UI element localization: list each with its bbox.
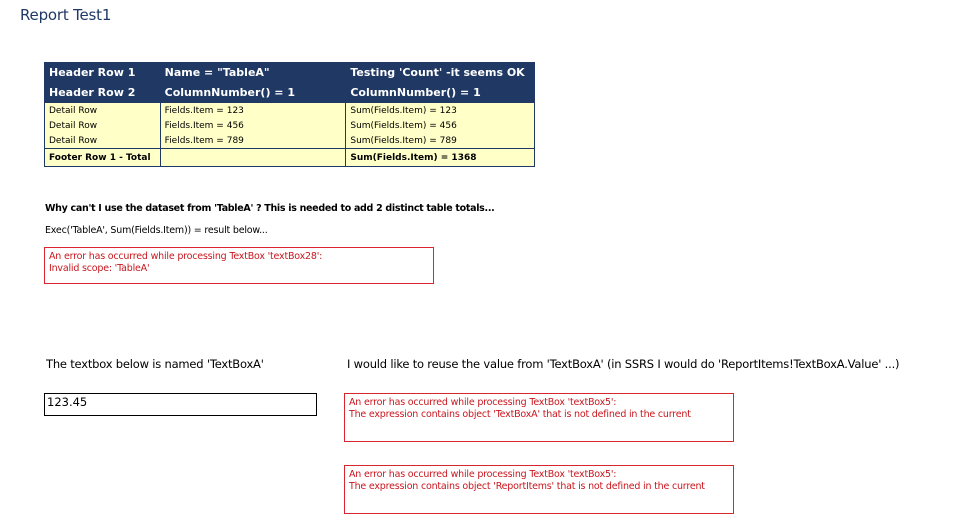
reuse-label: I would like to reuse the value from 'TextBoxA' (in SSRS I would do 'ReportItems!TextBoxA.Value' ...) xyxy=(347,357,900,371)
table-footer-row xyxy=(45,149,535,167)
table-row xyxy=(45,103,535,119)
table-row xyxy=(45,133,535,149)
table-header-row xyxy=(45,83,535,103)
table-header-cell: Header Row 1 xyxy=(45,63,161,83)
table-header-cell: Name = "TableA" xyxy=(160,63,346,83)
textbox-a: 123.45 xyxy=(44,393,317,416)
table-header-cell: Header Row 2 xyxy=(45,83,161,103)
table-footer-cell: Sum(Fields.Item) = 1368 xyxy=(346,149,535,167)
report-title: Report Test1 xyxy=(20,6,112,24)
table-cell: Sum(Fields.Item) = 456 xyxy=(346,118,535,133)
table-header-cell: ColumnNumber() = 1 xyxy=(160,83,346,103)
table-cell: Fields.Item = 123 xyxy=(160,103,346,119)
table-footer-cell xyxy=(160,149,346,167)
exec-expression-text: Exec('TableA', Sum(Fields.Item)) = result below... xyxy=(45,225,268,236)
table-header-row xyxy=(45,63,535,83)
table-cell: Detail Row xyxy=(45,133,161,149)
table-row xyxy=(45,118,535,133)
table-footer-cell: Footer Row 1 - Total xyxy=(45,149,161,167)
table-cell: Sum(Fields.Item) = 123 xyxy=(346,103,535,119)
error-detail: The expression contains object 'ReportItems' that is not defined in the current xyxy=(349,481,705,492)
table-cell: Detail Row xyxy=(45,118,161,133)
error-message-textbox5 xyxy=(344,465,734,514)
error-message-textbox28 xyxy=(44,247,434,284)
table-cell: Fields.Item = 456 xyxy=(160,118,346,133)
table-cell: Fields.Item = 789 xyxy=(160,133,346,149)
error-title: An error has occurred while processing TextBox 'textBox5': xyxy=(349,469,617,480)
report-table xyxy=(44,62,535,167)
table-header-cell: Testing 'Count' -it seems OK xyxy=(346,63,535,83)
question-text: Why can't I use the dataset from 'TableA' ? This is needed to add 2 distinct table totals... xyxy=(45,203,495,214)
error-detail: The expression contains object 'TextBoxA' that is not defined in the current xyxy=(349,409,691,420)
error-message-textbox5 xyxy=(344,393,734,442)
table-cell: Detail Row xyxy=(45,103,161,119)
table-cell: Sum(Fields.Item) = 789 xyxy=(346,133,535,149)
error-title: An error has occurred while processing TextBox 'textBox5': xyxy=(349,397,617,408)
error-title: An error has occurred while processing TextBox 'textBox28': xyxy=(49,251,323,262)
textbox-label: The textbox below is named 'TextBoxA' xyxy=(46,357,264,371)
error-detail: Invalid scope: 'TableA' xyxy=(49,263,150,274)
table-header-cell: ColumnNumber() = 1 xyxy=(346,83,535,103)
